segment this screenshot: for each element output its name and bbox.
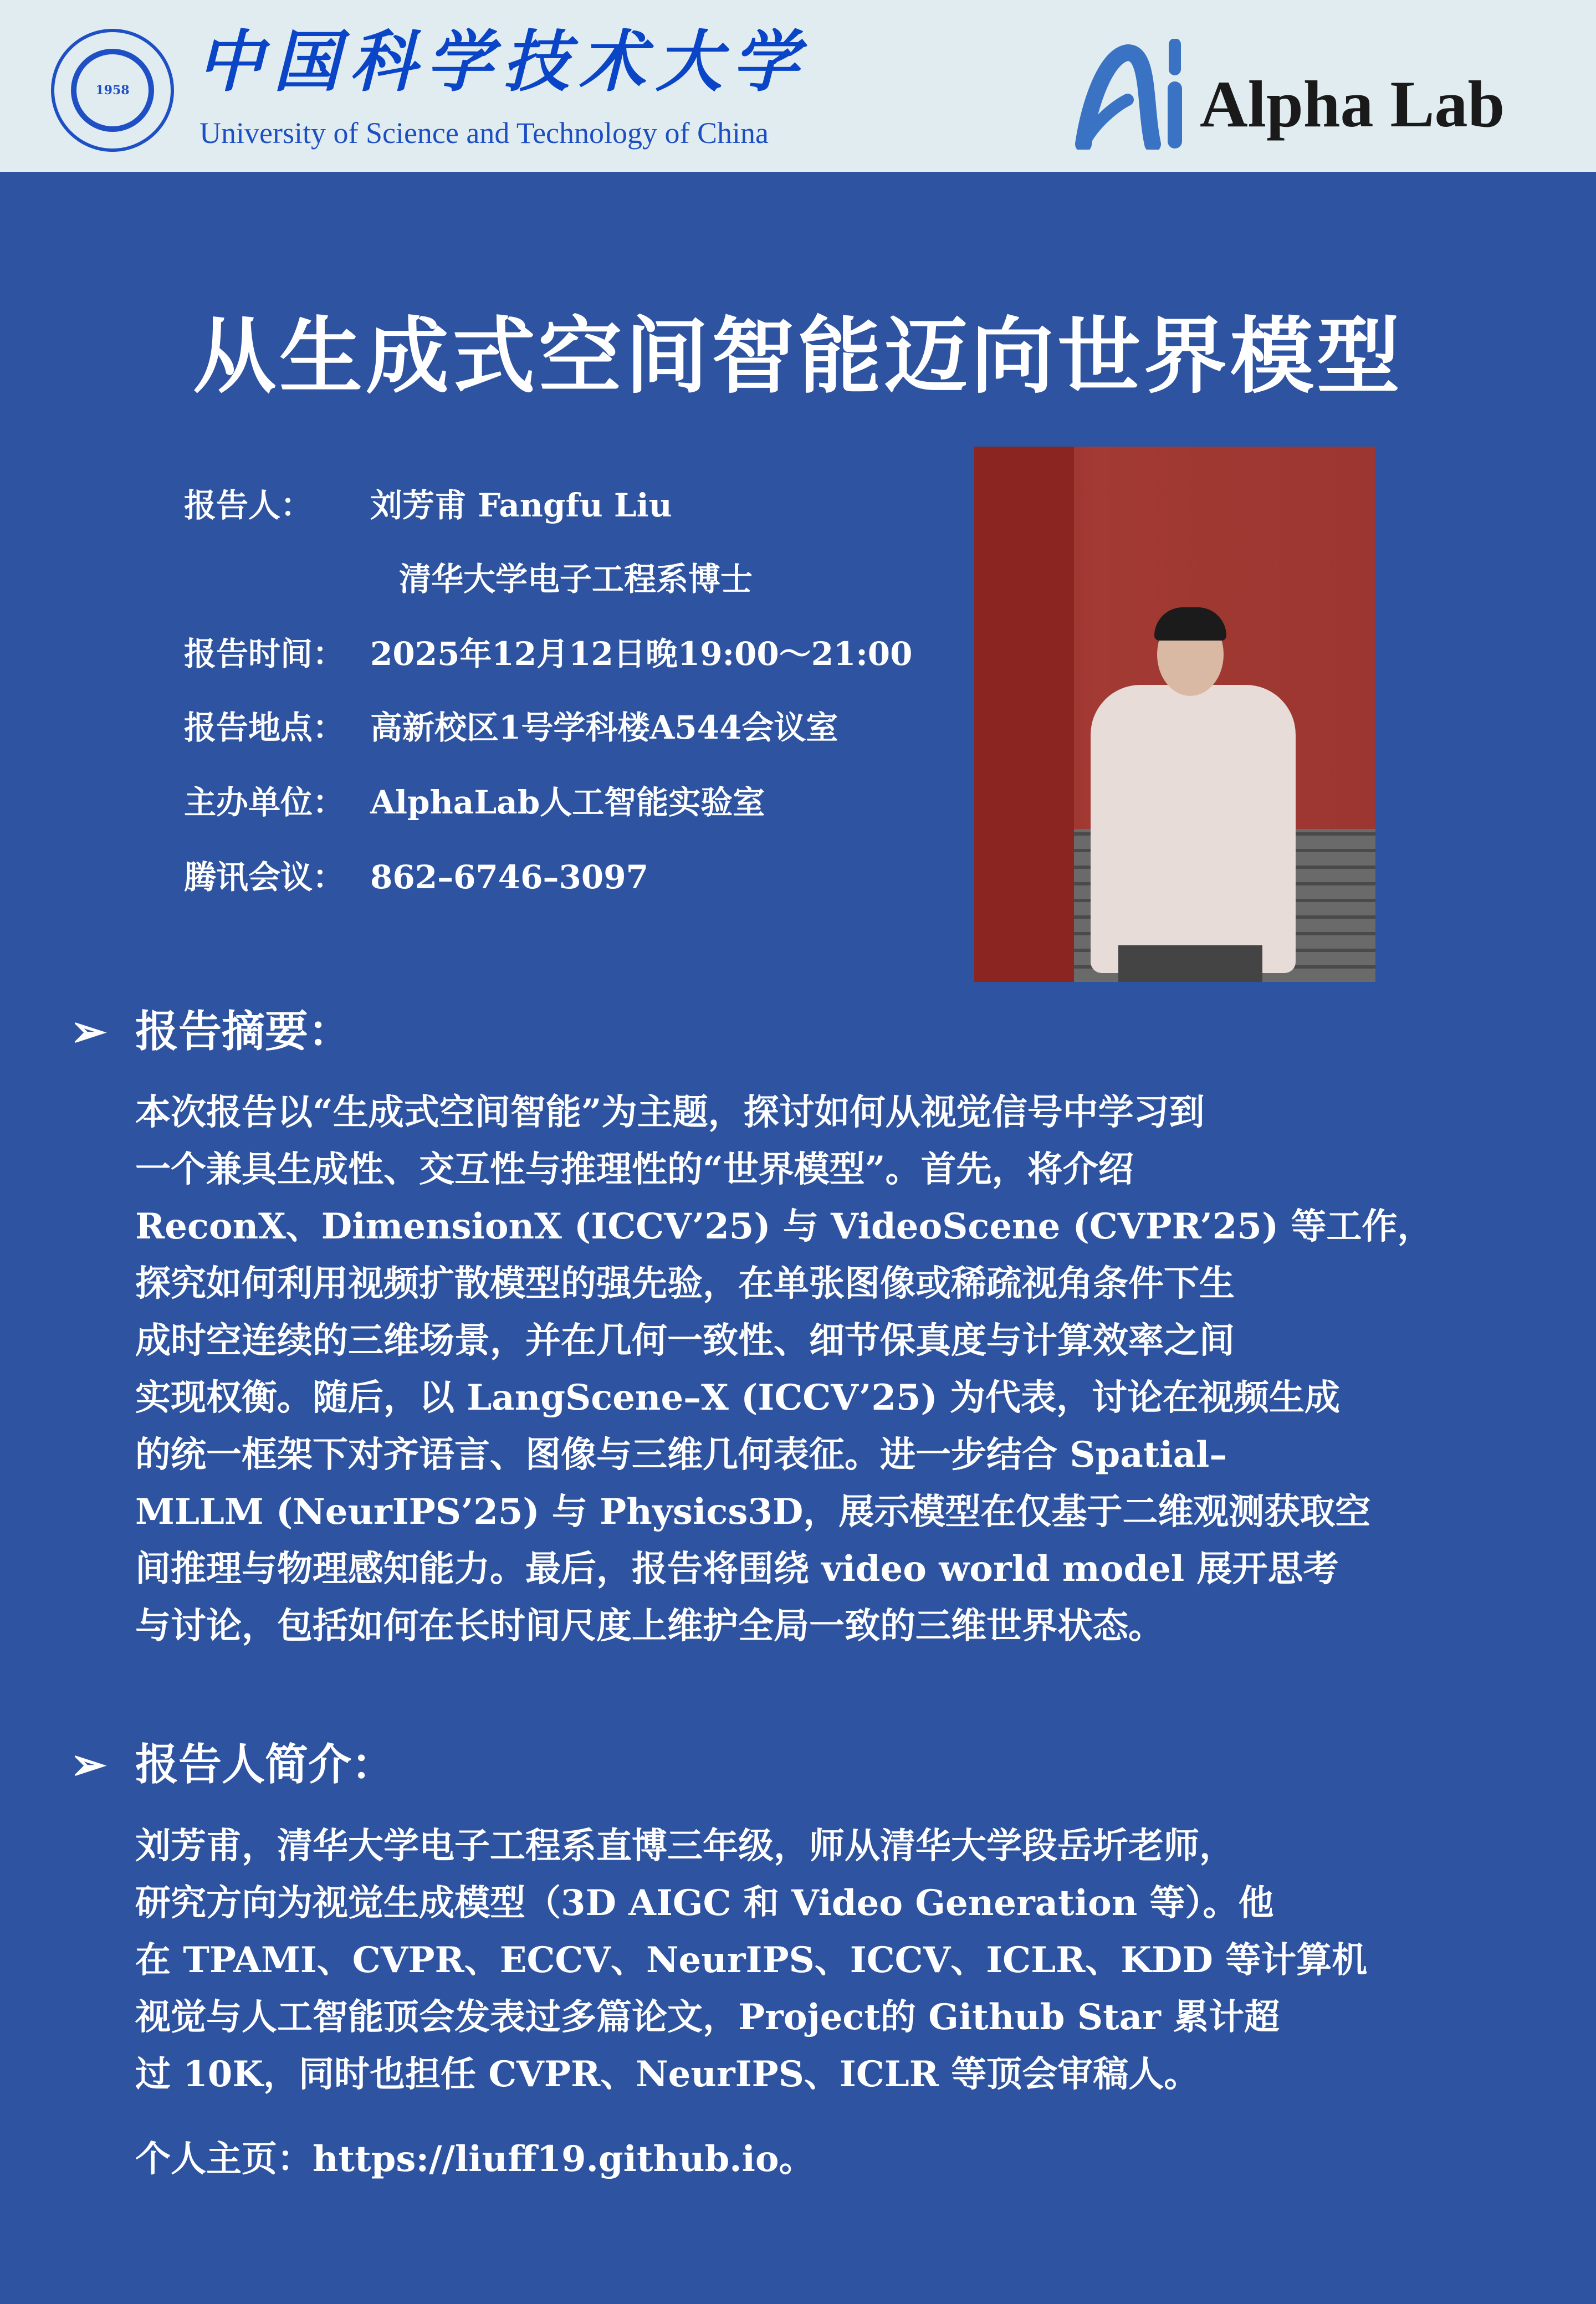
info-time [184,632,913,676]
bio-line: 过 10K，同时也担任 CVPR、NeurIPS、ICLR 等顶会审稿人。 [135,2054,1200,2095]
alpha-lab-logo-icon [1072,39,1191,150]
abstract-line: 成时空连续的三维场景，并在几何一致性、细节保真度与计算效率之间 [135,1320,1235,1361]
bio-line: 视觉与人工智能顶会发表过多篇论文，Project的 Github Star 累计超 [135,1996,1280,2038]
ustc-name-cn: 中国科学技术大学 [197,23,809,101]
abstract-heading-text: 报告摘要： [135,1006,352,1057]
bio-line: 刘芳甫，清华大学电子工程系直博三年级，师从清华大学段岳圻老师， [135,1825,1235,1867]
bio-heading [70,1737,395,1793]
info-value: 862–6746–3097 [370,858,648,896]
seal-year: 1958 [71,49,154,132]
info-label: 主办单位： [184,784,345,821]
ustc-name-en: University of Science and Technology of China [200,116,769,150]
homepage [135,2131,815,2188]
bio-line: 研究方向为视觉生成模型（3D AIGC 和 Video Generation 等）。他 [135,1882,1274,1924]
abstract-line: 与讨论，包括如何在长时间尺度上维护全局一致的三维世界状态。 [135,1605,1164,1647]
info-value: AlphaLab人工智能实验室 [370,784,765,821]
abstract-line: 的统一框架下对齐语言、图像与三维几何表征。进一步结合 Spatial– [135,1434,1227,1476]
homepage-suffix: 。 [779,2138,815,2180]
header-banner [0,0,1596,172]
abstract-line: 本次报告以“生成式空间智能”为主题，探讨如何从视觉信号中学习到 [135,1092,1205,1133]
abstract-heading [70,1004,351,1059]
arrow-right-icon: ➢ [70,1739,107,1790]
info-organizer [184,780,765,825]
info-label: 报告地点： [184,709,345,746]
abstract-line: MLLM (NeurIPS’25) 与 Physics3D，展示模型在仅基于二维观测获取空 [135,1491,1371,1533]
info-location [184,705,838,750]
ustc-seal-logo [51,29,174,152]
info-speaker [184,483,672,528]
info-value: 2025年12月12日晚19:00～21:00 [370,635,913,673]
speaker-photo [974,447,1375,982]
abstract-body [135,1084,1433,1655]
abstract-line: 一个兼具生成性、交互性与推理性的“世界模型”。首先，将介绍 [135,1149,1134,1190]
info-value: 高新校区1号学科楼A544会议室 [370,709,838,746]
homepage-link[interactable]: https://liuff19.github.io [313,2138,779,2180]
info-label: 腾讯会议： [184,858,345,896]
info-label: 报告时间： [184,635,345,673]
info-value: 清华大学电子工程系博士 [399,560,753,598]
info-meeting [184,855,648,899]
abstract-line: 间推理与物理感知能力。最后，报告将围绕 video world model 展开思考 [135,1548,1339,1590]
bio-heading-text: 报告人简介： [135,1739,395,1790]
arrow-right-icon: ➢ [70,1006,107,1057]
info-affiliation [399,557,753,601]
abstract-line: 探究如何利用视频扩散模型的强先验，在单张图像或稀疏视角条件下生 [135,1263,1235,1304]
bio-line: 在 TPAMI、CVPR、ECCV、NeurIPS、ICCV、ICLR、KDD 等计算机 [135,1939,1368,1981]
abstract-line: ReconX、DimensionX (ICCV’25) 与 VideoScene (CVPR’25) 等工作， [135,1206,1433,1247]
info-label: 报告人： [184,487,313,524]
info-value: 刘芳甫 Fangfu Liu [370,487,672,524]
homepage-label: 个人主页： [135,2138,313,2180]
page-title: 从生成式空间智能迈向世界模型 [192,308,1403,405]
alpha-lab-name: Alpha Lab [1200,67,1505,141]
bio-body [135,1817,1367,2103]
abstract-line: 实现权衡。随后，以 LangScene–X (ICCV’25) 为代表，讨论在视频生成 [135,1377,1340,1419]
